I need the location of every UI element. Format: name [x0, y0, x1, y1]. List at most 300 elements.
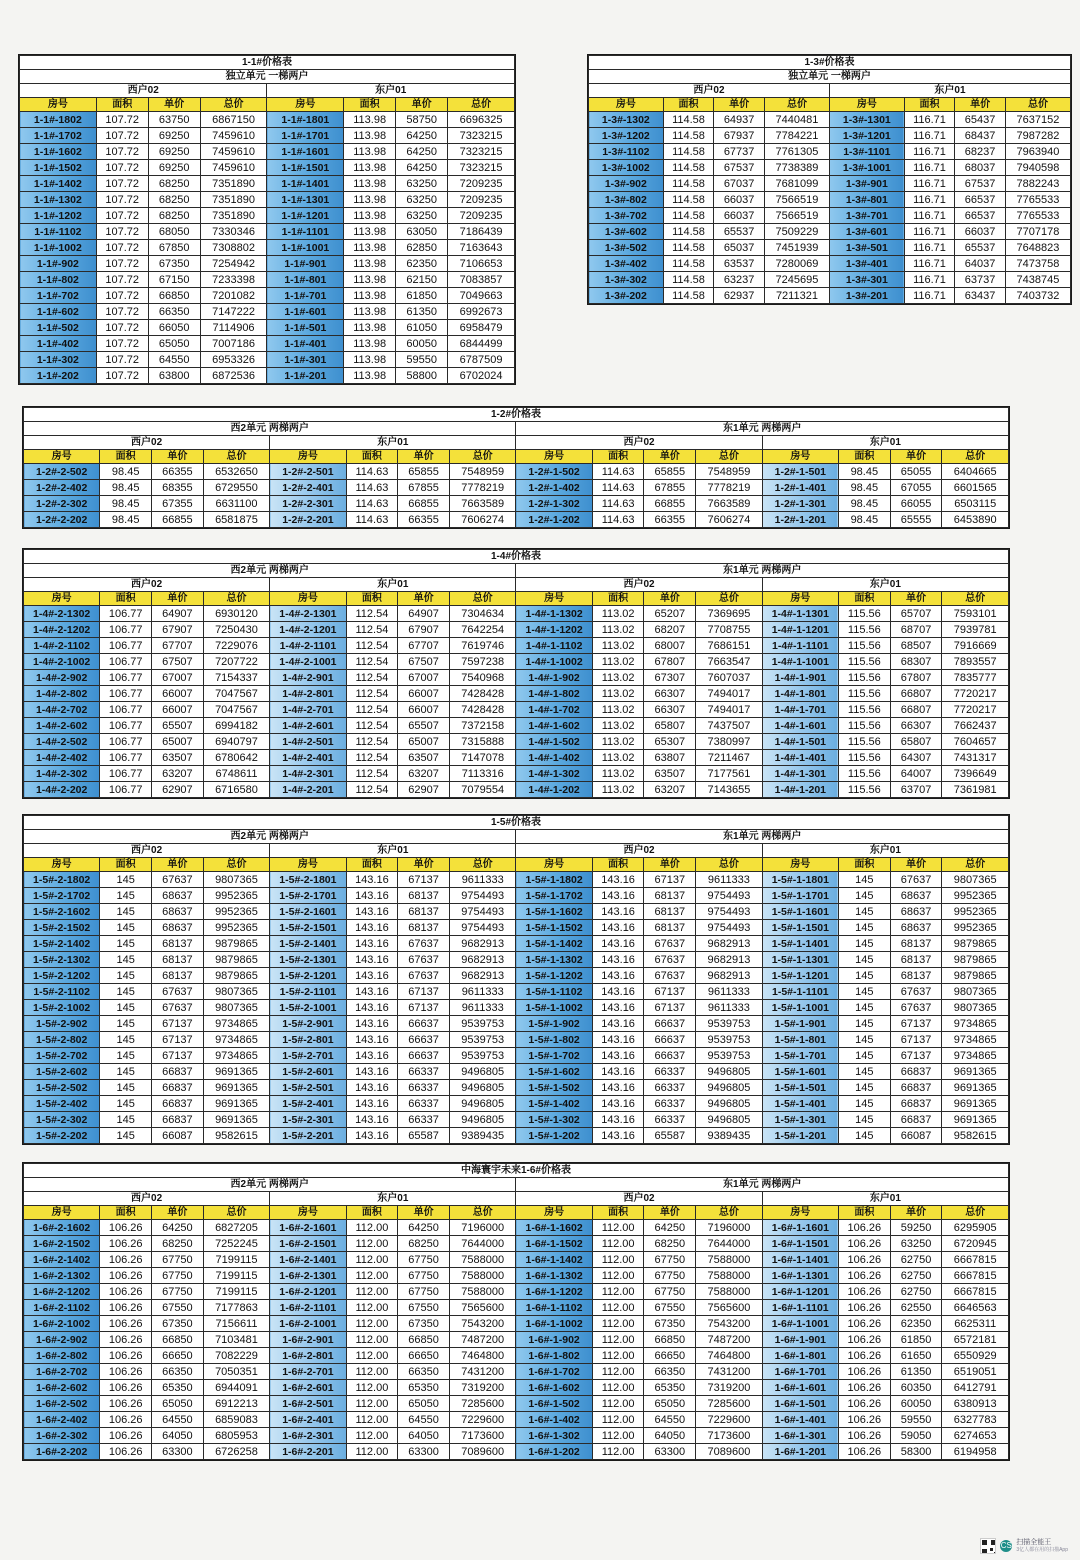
- total-price: 6702024: [448, 368, 515, 384]
- unit-price: 59250: [890, 1220, 942, 1236]
- area-value: 116.71: [904, 112, 955, 128]
- area-value: 145: [100, 888, 152, 904]
- area-value: 145: [838, 1096, 890, 1112]
- total-price: 6601565: [942, 480, 1009, 496]
- area-value: 145: [100, 1080, 152, 1096]
- area-value: 107.72: [96, 176, 148, 192]
- unit-price: 61350: [396, 304, 448, 320]
- unit-price: 67750: [644, 1284, 696, 1300]
- section-title: 东1单元 两梯两户: [516, 1178, 1009, 1192]
- unit-price: 68137: [644, 904, 696, 920]
- total-price: 7361981: [942, 782, 1009, 798]
- section-title: 东1单元 两梯两户: [516, 830, 1009, 844]
- room-number: 1-5#-2-1602: [24, 904, 100, 920]
- unit-price: 61050: [396, 320, 448, 336]
- area-value: 113.98: [344, 176, 396, 192]
- total-price: 7147078: [449, 750, 515, 766]
- qr-code-icon: [980, 1538, 996, 1554]
- group-title: 西户02: [24, 578, 270, 592]
- column-header: 房号: [516, 1206, 592, 1220]
- total-price: 7233398: [200, 272, 267, 288]
- room-number: 1-6#-1-601: [762, 1380, 838, 1396]
- area-value: 143.16: [346, 968, 398, 984]
- area-value: 112.00: [346, 1444, 398, 1460]
- area-value: 116.71: [904, 240, 955, 256]
- total-price: 6994182: [203, 718, 269, 734]
- area-value: 112.00: [346, 1412, 398, 1428]
- total-price: 7720217: [942, 702, 1009, 718]
- room-number: 1-6#-1-1002: [516, 1316, 592, 1332]
- total-price: 6729550: [203, 480, 269, 496]
- section-title: 独立单元 一梯两户: [589, 70, 1071, 84]
- room-number: 1-1#-501: [267, 320, 344, 336]
- room-number: 1-1#-302: [20, 352, 97, 368]
- total-price: 9539753: [696, 1048, 762, 1064]
- unit-price: 66807: [890, 686, 942, 702]
- group-title: 东户01: [762, 436, 1008, 450]
- unit-price: 66637: [644, 1032, 696, 1048]
- area-value: 143.16: [592, 1000, 644, 1016]
- area-value: 143.16: [592, 1064, 644, 1080]
- total-price: 7308802: [200, 240, 267, 256]
- column-header: 总价: [203, 450, 269, 464]
- room-number: 1-6#-1-901: [762, 1332, 838, 1348]
- total-price: 9807365: [203, 984, 269, 1000]
- unit-price: 65807: [644, 718, 696, 734]
- area-value: 143.16: [346, 936, 398, 952]
- area-value: 106.26: [838, 1396, 890, 1412]
- group-title: 东户01: [762, 844, 1008, 858]
- table-row: [24, 984, 1009, 1000]
- column-header: 总价: [203, 592, 269, 606]
- room-number: 1-3#-402: [589, 256, 664, 272]
- area-value: 143.16: [592, 904, 644, 920]
- room-number: 1-6#-1-701: [762, 1364, 838, 1380]
- table-row: [24, 936, 1009, 952]
- unit-price: 67637: [152, 1000, 204, 1016]
- table-row: [24, 1016, 1009, 1032]
- price-table-1-3: [587, 54, 1072, 305]
- room-number: 1-3#-301: [829, 272, 904, 288]
- room-number: 1-3#-1102: [589, 144, 664, 160]
- room-number: 1-3#-601: [829, 224, 904, 240]
- unit-price: 59050: [890, 1428, 942, 1444]
- table-row: [24, 654, 1009, 670]
- total-price: 7916669: [942, 638, 1009, 654]
- table-row: [589, 240, 1071, 256]
- room-number: 1-5#-1-402: [516, 1096, 592, 1112]
- column-header: 总价: [942, 1206, 1009, 1220]
- unit-price: 65807: [890, 734, 942, 750]
- total-price: 7459610: [200, 160, 267, 176]
- room-number: 1-6#-1-201: [762, 1444, 838, 1460]
- total-price: 7593101: [942, 606, 1009, 622]
- column-header: 单价: [152, 858, 204, 872]
- total-price: 7103481: [203, 1332, 269, 1348]
- unit-price: 63537: [714, 256, 765, 272]
- table-row: [589, 288, 1071, 304]
- room-number: 1-6#-1-1402: [516, 1252, 592, 1268]
- total-price: 9879865: [942, 936, 1009, 952]
- area-value: 106.26: [838, 1412, 890, 1428]
- group-title: 东户01: [762, 578, 1008, 592]
- unit-price: 67855: [398, 480, 450, 496]
- area-value: 143.16: [592, 1112, 644, 1128]
- group-title: 东户01: [270, 578, 516, 592]
- table-row: [24, 1428, 1009, 1444]
- column-header: 总价: [203, 858, 269, 872]
- unit-price: 67637: [890, 984, 942, 1000]
- unit-price: 68137: [644, 888, 696, 904]
- room-number: 1-5#-2-1502: [24, 920, 100, 936]
- area-value: 112.00: [592, 1220, 644, 1236]
- area-value: 112.00: [592, 1252, 644, 1268]
- area-value: 113.98: [344, 336, 396, 352]
- total-price: 9682913: [696, 952, 762, 968]
- unit-price: 64050: [644, 1428, 696, 1444]
- room-number: 1-5#-2-302: [24, 1112, 100, 1128]
- unit-price: 67855: [644, 480, 696, 496]
- unit-price: 68137: [890, 936, 942, 952]
- total-price: 9611333: [696, 872, 762, 888]
- area-value: 113.98: [344, 208, 396, 224]
- unit-price: 62907: [152, 782, 204, 798]
- unit-price: 68137: [152, 968, 204, 984]
- area-value: 116.71: [904, 224, 955, 240]
- area-value: 143.16: [592, 936, 644, 952]
- table-row: [20, 320, 515, 336]
- room-number: 1-4#-1-1102: [516, 638, 592, 654]
- unit-price: 63507: [398, 750, 450, 766]
- area-value: 112.00: [346, 1364, 398, 1380]
- area-value: 112.54: [346, 622, 398, 638]
- room-number: 1-4#-2-1001: [270, 654, 346, 670]
- column-header: 总价: [942, 858, 1009, 872]
- total-price: 9952365: [942, 904, 1009, 920]
- unit-price: 58300: [890, 1444, 942, 1460]
- room-number: 1-6#-2-1201: [270, 1284, 346, 1300]
- unit-price: 64250: [396, 160, 448, 176]
- room-number: 1-4#-1-1302: [516, 606, 592, 622]
- room-number: 1-4#-1-202: [516, 782, 592, 798]
- room-number: 1-6#-2-701: [270, 1364, 346, 1380]
- area-value: 114.58: [663, 272, 714, 288]
- room-number: 1-2#-1-502: [516, 464, 592, 480]
- area-value: 106.26: [100, 1300, 152, 1316]
- area-value: 113.02: [592, 686, 644, 702]
- column-header: 房号: [762, 592, 838, 606]
- table-row: [20, 288, 515, 304]
- unit-price: 68137: [152, 936, 204, 952]
- unit-price: 63250: [396, 176, 448, 192]
- unit-price: 66337: [398, 1096, 450, 1112]
- column-header: 面积: [344, 98, 396, 112]
- area-value: 143.16: [592, 920, 644, 936]
- group-title: 西户02: [516, 1192, 762, 1206]
- group-title: 西户02: [24, 436, 270, 450]
- total-price: 6867150: [200, 112, 267, 128]
- area-value: 112.54: [346, 686, 398, 702]
- room-number: 1-6#-2-902: [24, 1332, 100, 1348]
- area-value: 106.77: [100, 718, 152, 734]
- total-price: 9691365: [942, 1096, 1009, 1112]
- total-price: 9691365: [203, 1080, 269, 1096]
- total-price: 9539753: [696, 1032, 762, 1048]
- area-value: 106.26: [838, 1444, 890, 1460]
- total-price: 6581875: [203, 512, 269, 528]
- total-price: 6940797: [203, 734, 269, 750]
- room-number: 1-1#-802: [20, 272, 97, 288]
- room-number: 1-4#-1-302: [516, 766, 592, 782]
- area-value: 107.72: [96, 288, 148, 304]
- table-row: [24, 782, 1009, 798]
- area-value: 113.98: [344, 144, 396, 160]
- room-number: 1-6#-1-1102: [516, 1300, 592, 1316]
- room-number: 1-5#-1-1501: [762, 920, 838, 936]
- total-price: 9691365: [942, 1064, 1009, 1080]
- room-number: 1-6#-2-1402: [24, 1252, 100, 1268]
- area-value: 143.16: [346, 1048, 398, 1064]
- column-header: 房号: [20, 98, 97, 112]
- total-price: 6726258: [203, 1444, 269, 1460]
- area-value: 106.26: [838, 1316, 890, 1332]
- room-number: 1-5#-1-601: [762, 1064, 838, 1080]
- total-price: 7156611: [203, 1316, 269, 1332]
- room-number: 1-6#-1-1502: [516, 1236, 592, 1252]
- table-row: [24, 496, 1009, 512]
- room-number: 1-6#-2-301: [270, 1428, 346, 1444]
- unit-price: 68137: [398, 920, 450, 936]
- room-number: 1-5#-1-702: [516, 1048, 592, 1064]
- total-price: 7229600: [449, 1412, 515, 1428]
- unit-price: 65587: [644, 1128, 696, 1144]
- unit-price: 63707: [890, 782, 942, 798]
- unit-price: 68137: [398, 904, 450, 920]
- unit-price: 68137: [398, 888, 450, 904]
- group-title: 西户02: [24, 844, 270, 858]
- unit-price: 65207: [644, 606, 696, 622]
- table-row: [24, 1064, 1009, 1080]
- table-row: [589, 128, 1071, 144]
- room-number: 1-6#-1-202: [516, 1444, 592, 1460]
- column-header: 单价: [398, 450, 450, 464]
- table-title: 1-5#价格表: [24, 816, 1009, 830]
- unit-price: 64550: [644, 1412, 696, 1428]
- room-number: 1-6#-2-801: [270, 1348, 346, 1364]
- total-price: 9611333: [696, 984, 762, 1000]
- total-price: 7663589: [696, 496, 762, 512]
- unit-price: 65350: [152, 1380, 204, 1396]
- area-value: 113.02: [592, 782, 644, 798]
- total-price: 9691365: [942, 1112, 1009, 1128]
- area-value: 116.71: [904, 288, 955, 304]
- room-number: 1-5#-2-802: [24, 1032, 100, 1048]
- room-number: 1-4#-1-801: [762, 686, 838, 702]
- area-value: 112.00: [592, 1364, 644, 1380]
- total-price: 7588000: [449, 1268, 515, 1284]
- unit-price: 66637: [398, 1048, 450, 1064]
- room-number: 1-4#-2-502: [24, 734, 100, 750]
- unit-price: 64250: [396, 144, 448, 160]
- area-value: 113.98: [344, 160, 396, 176]
- total-price: 6748611: [203, 766, 269, 782]
- table-row: [589, 144, 1071, 160]
- area-value: 113.98: [344, 352, 396, 368]
- column-header: 总价: [448, 98, 515, 112]
- room-number: 1-1#-601: [267, 304, 344, 320]
- room-number: 1-1#-1101: [267, 224, 344, 240]
- total-price: 7280069: [764, 256, 829, 272]
- total-price: 7211467: [696, 750, 762, 766]
- unit-price: 67350: [644, 1316, 696, 1332]
- unit-price: 66837: [152, 1112, 204, 1128]
- total-price: 9754493: [696, 888, 762, 904]
- area-value: 143.16: [346, 872, 398, 888]
- room-number: 1-5#-1-1301: [762, 952, 838, 968]
- column-header: 单价: [644, 858, 696, 872]
- room-number: 1-1#-1502: [20, 160, 97, 176]
- room-number: 1-5#-2-1102: [24, 984, 100, 1000]
- area-value: 98.45: [100, 496, 152, 512]
- unit-price: 64050: [152, 1428, 204, 1444]
- room-number: 1-3#-901: [829, 176, 904, 192]
- room-number: 1-5#-2-501: [270, 1080, 346, 1096]
- total-price: 6503115: [942, 496, 1009, 512]
- area-value: 107.72: [96, 368, 148, 384]
- room-number: 1-6#-2-302: [24, 1428, 100, 1444]
- unit-price: 66837: [890, 1080, 942, 1096]
- room-number: 1-4#-1-502: [516, 734, 592, 750]
- room-number: 1-5#-2-1202: [24, 968, 100, 984]
- unit-price: 66037: [955, 224, 1006, 240]
- area-value: 114.58: [663, 176, 714, 192]
- total-price: 7464800: [696, 1348, 762, 1364]
- total-price: 7548959: [449, 464, 515, 480]
- area-value: 107.72: [96, 192, 148, 208]
- unit-price: 59550: [396, 352, 448, 368]
- room-number: 1-2#-2-502: [24, 464, 100, 480]
- room-number: 1-2#-1-402: [516, 480, 592, 496]
- room-number: 1-4#-2-401: [270, 750, 346, 766]
- total-price: 7380997: [696, 734, 762, 750]
- room-number: 1-5#-1-401: [762, 1096, 838, 1112]
- area-value: 145: [838, 1032, 890, 1048]
- room-number: 1-3#-1002: [589, 160, 664, 176]
- total-price: 7494017: [696, 702, 762, 718]
- unit-price: 67737: [714, 144, 765, 160]
- table-row: [20, 208, 515, 224]
- group-title: 西户02: [516, 436, 762, 450]
- column-header: 面积: [592, 858, 644, 872]
- unit-price: 69250: [148, 128, 200, 144]
- room-number: 1-3#-902: [589, 176, 664, 192]
- total-price: 7893557: [942, 654, 1009, 670]
- room-number: 1-6#-1-402: [516, 1412, 592, 1428]
- room-number: 1-6#-2-601: [270, 1380, 346, 1396]
- room-number: 1-6#-1-1202: [516, 1284, 592, 1300]
- unit-price: 65050: [398, 1396, 450, 1412]
- column-header: 总价: [696, 450, 762, 464]
- total-price: 7642254: [449, 622, 515, 638]
- unit-price: 66355: [398, 512, 450, 528]
- unit-price: 67137: [152, 1016, 204, 1032]
- unit-price: 66350: [152, 1364, 204, 1380]
- area-value: 145: [100, 1064, 152, 1080]
- total-price: 7285600: [696, 1396, 762, 1412]
- room-number: 1-1#-1402: [20, 176, 97, 192]
- unit-price: 66337: [398, 1080, 450, 1096]
- total-price: 9952365: [203, 904, 269, 920]
- area-value: 106.26: [838, 1220, 890, 1236]
- area-value: 98.45: [838, 480, 890, 496]
- unit-price: 67750: [644, 1252, 696, 1268]
- total-price: 6780642: [203, 750, 269, 766]
- unit-price: 67350: [398, 1316, 450, 1332]
- unit-price: 67750: [152, 1284, 204, 1300]
- area-value: 115.56: [838, 670, 890, 686]
- table-row: [24, 1080, 1009, 1096]
- unit-price: 68050: [148, 224, 200, 240]
- table-row: [24, 1332, 1009, 1348]
- column-header: 总价: [449, 592, 515, 606]
- unit-price: 66337: [644, 1096, 696, 1112]
- area-value: 112.54: [346, 766, 398, 782]
- room-number: 1-6#-2-1602: [24, 1220, 100, 1236]
- area-value: 115.56: [838, 766, 890, 782]
- unit-price: 68507: [890, 638, 942, 654]
- room-number: 1-4#-2-202: [24, 782, 100, 798]
- room-number: 1-1#-1501: [267, 160, 344, 176]
- total-price: 7543200: [449, 1316, 515, 1332]
- area-value: 112.00: [346, 1348, 398, 1364]
- area-value: 113.98: [344, 304, 396, 320]
- room-number: 1-5#-2-202: [24, 1128, 100, 1144]
- total-price: 6453890: [942, 512, 1009, 528]
- total-price: 7007186: [200, 336, 267, 352]
- room-number: 1-6#-1-501: [762, 1396, 838, 1412]
- room-number: 1-3#-1301: [829, 112, 904, 128]
- unit-price: 68250: [398, 1236, 450, 1252]
- group-title: 西户02: [516, 578, 762, 592]
- unit-price: 64250: [398, 1220, 450, 1236]
- column-header: 房号: [829, 98, 904, 112]
- table-row: [24, 1128, 1009, 1144]
- area-value: 113.98: [344, 272, 396, 288]
- unit-price: 67637: [152, 984, 204, 1000]
- total-price: 7252245: [203, 1236, 269, 1252]
- room-number: 1-3#-802: [589, 192, 664, 208]
- unit-price: 63300: [152, 1444, 204, 1460]
- total-price: 7403732: [1005, 288, 1070, 304]
- area-value: 114.58: [663, 224, 714, 240]
- column-header: 单价: [890, 858, 942, 872]
- room-number: 1-6#-2-401: [270, 1412, 346, 1428]
- room-number: 1-6#-2-1501: [270, 1236, 346, 1252]
- column-header: 房号: [24, 592, 100, 606]
- total-price: 7323215: [448, 144, 515, 160]
- total-price: 9691365: [942, 1080, 1009, 1096]
- unit-price: 66055: [890, 496, 942, 512]
- room-number: 1-1#-1102: [20, 224, 97, 240]
- unit-price: 67907: [398, 622, 450, 638]
- area-value: 116.71: [904, 160, 955, 176]
- room-number: 1-6#-2-1202: [24, 1284, 100, 1300]
- total-price: 7606274: [449, 512, 515, 528]
- room-number: 1-4#-1-1001: [762, 654, 838, 670]
- room-number: 1-5#-2-601: [270, 1064, 346, 1080]
- unit-price: 66637: [398, 1016, 450, 1032]
- room-number: 1-1#-1401: [267, 176, 344, 192]
